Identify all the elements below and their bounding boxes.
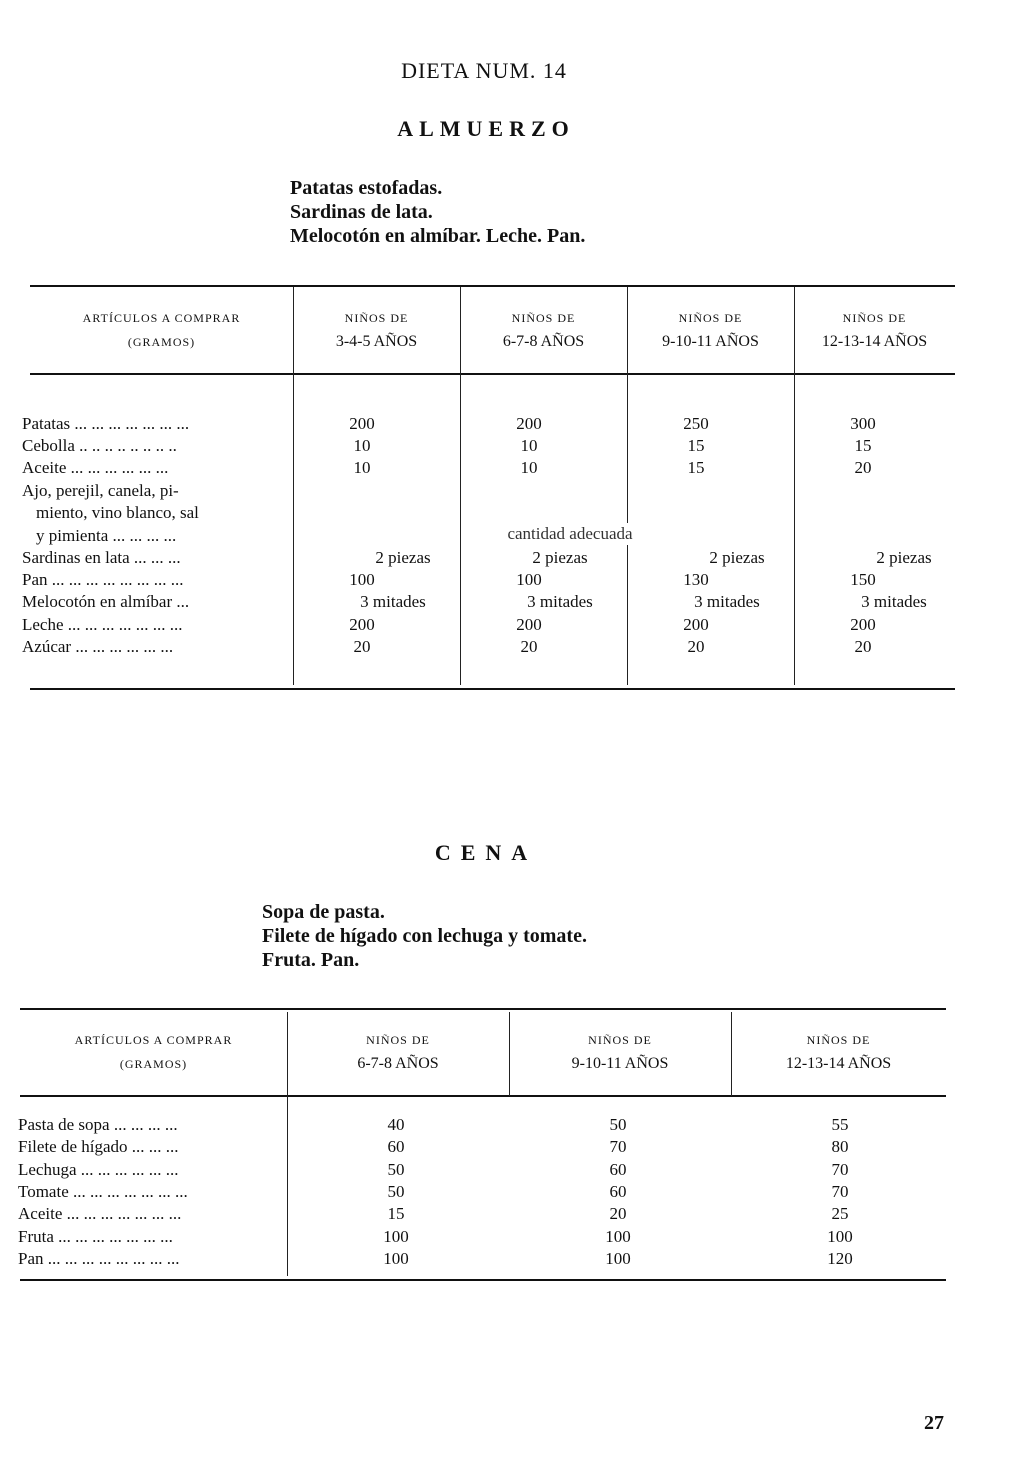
cell-value: 150 [850,570,876,589]
cell-value: 3 mitades [360,592,426,611]
row-label: Ajo, perejil, canela, pi- [22,481,179,500]
row-label: Sardinas en lata ... ... ... [22,548,181,567]
almuerzo-menu [290,176,585,248]
row-label: Fruta ... ... ... ... ... ... ... [18,1227,173,1246]
row-label: Aceite ... ... ... ... ... ... ... [18,1204,182,1223]
cell-value: 100 [383,1249,409,1268]
cell-value: 3 mitades [694,592,760,611]
row-label: Pan ... ... ... ... ... ... ... ... [18,1249,180,1268]
cell-value: 10 [353,436,371,455]
row-label: Cebolla .. .. .. .. .. .. .. .. [22,436,177,455]
cell-value: 10 [353,458,371,477]
cell-value: 50 [609,1115,627,1134]
cell-value: 100 [349,570,375,589]
row-label: Pasta de sopa ... ... ... ... [18,1115,178,1134]
cell-value: 200 [516,414,542,433]
row-label: Tomate ... ... ... ... ... ... ... [18,1182,188,1201]
row-label: Lechuga ... ... ... ... ... ... [18,1160,179,1179]
articles-header: ARTÍCULOS A COMPRAR (GRAMOS) [74,1033,233,1071]
menu-line: Patatas estofadas. [290,177,443,199]
diet-title: DIETA NUM. 14 [401,58,567,83]
cell-value: 20 [520,637,538,656]
cell-value: 50 [387,1182,405,1201]
cell-value: 130 [683,570,709,589]
cell-value: 3 mitades [861,592,927,611]
age-column-header: NIÑOS DE 12-13-14 AÑOS [785,1033,892,1072]
cell-value: 60 [387,1137,405,1156]
row-label: Filete de hígado ... ... ... [18,1137,179,1156]
cell-value: 20 [353,637,371,656]
cena-menu [262,900,587,972]
age-column-header: NIÑOS DE 12-13-14 AÑOS [821,311,928,350]
cell-value: 3 mitades [527,592,593,611]
cell-value: 200 [850,615,876,634]
row-label: Patatas ... ... ... ... ... ... ... [22,414,190,433]
cell-value: 200 [349,615,375,634]
row-label: miento, vino blanco, sal [36,503,199,522]
age-column-header: NIÑOS DE 3-4-5 AÑOS [335,311,418,350]
cell-value: 60 [609,1160,627,1179]
cell-value: 15 [387,1204,405,1223]
cena-title: CENA [434,840,538,865]
cell-value: 100 [516,570,542,589]
cell-value: 15 [687,436,705,455]
table-bottom-rule [30,688,955,690]
cell-value: 20 [854,637,872,656]
cell-value: 40 [387,1115,405,1134]
age-column-header: NIÑOS DE 9-10-11 AÑOS [571,1033,669,1072]
cell-value: 10 [520,458,538,477]
table-header-rule [30,373,955,375]
table-top-rule [30,285,955,287]
cell-value: 100 [605,1227,631,1246]
cell-value: 200 [683,615,709,634]
spanning-note: cantidad adecuada [470,523,670,545]
almuerzo-title: ALMUERZO [397,116,575,141]
row-label: y pimienta ... ... ... ... [36,526,177,545]
row-label: Pan ... ... ... ... ... ... ... ... [22,570,184,589]
cell-value: 55 [831,1115,849,1134]
cell-value: 25 [831,1204,849,1223]
cell-value: 100 [383,1227,409,1246]
cell-value: 200 [349,414,375,433]
cell-value: 50 [387,1160,405,1179]
cell-value: 2 piezas [876,548,932,567]
cell-value: 15 [687,458,705,477]
cell-value: 20 [609,1204,627,1223]
menu-line: Filete de hígado con lechuga y tomate. [262,925,587,947]
row-label: Aceite ... ... ... ... ... ... [22,458,169,477]
cell-value: 80 [831,1137,849,1156]
menu-line: Fruta. Pan. [262,949,360,971]
table-header-rule [20,1095,946,1097]
articles-header: ARTÍCULOS A COMPRAR (GRAMOS) [82,311,241,349]
cell-value: 20 [854,458,872,477]
cell-value: 70 [831,1160,849,1179]
row-label: Leche ... ... ... ... ... ... ... [22,615,183,634]
cell-value: 200 [516,615,542,634]
row-label: Azúcar ... ... ... ... ... ... [22,637,174,656]
menu-line: Sopa de pasta. [262,901,385,923]
cell-value: 15 [854,436,872,455]
cell-value: 60 [609,1182,627,1201]
cell-value: 100 [605,1249,631,1268]
cell-value: 10 [520,436,538,455]
table-bottom-rule [20,1279,946,1281]
cell-value: 250 [683,414,709,433]
table-top-rule [20,1008,946,1010]
cell-value: 20 [687,637,705,656]
age-column-header: NIÑOS DE 6-7-8 AÑOS [357,1033,439,1072]
menu-line: Melocotón en almíbar. Leche. Pan. [290,225,586,247]
age-column-header: NIÑOS DE 6-7-8 AÑOS [502,311,585,350]
cell-value: 2 piezas [709,548,765,567]
cell-value: 2 piezas [532,548,588,567]
page-number: 27 [924,1412,944,1434]
menu-line: Sardinas de lata. [290,201,433,223]
cell-value: 70 [609,1137,627,1156]
cell-value: 300 [850,414,876,433]
cell-value: 2 piezas [375,548,431,567]
row-label: Melocotón en almíbar ... [22,592,190,611]
cell-value: 70 [831,1182,849,1201]
cell-value: 100 [827,1227,853,1246]
cell-value: 120 [827,1249,853,1268]
age-column-header: NIÑOS DE 9-10-11 AÑOS [662,311,759,350]
